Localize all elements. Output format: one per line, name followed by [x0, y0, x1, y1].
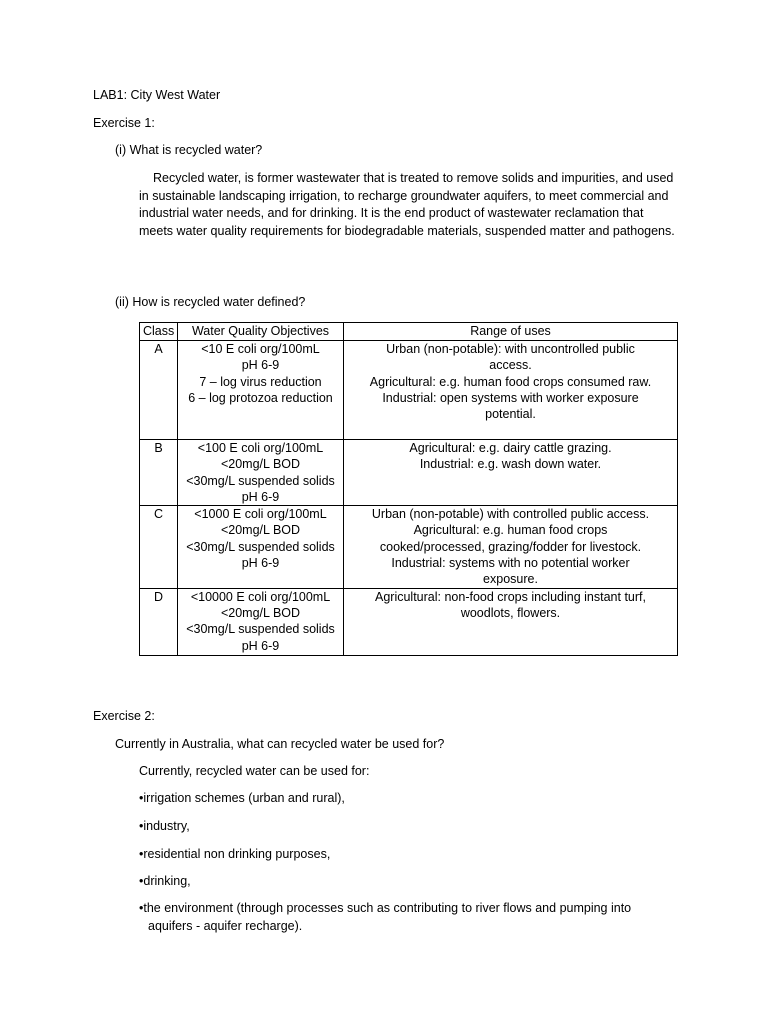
- class-cell: A: [140, 341, 178, 440]
- header-class: Class: [140, 323, 178, 341]
- use-line: Industrial: e.g. wash down water.: [419, 457, 602, 472]
- recycled-water-class-table: [139, 322, 678, 656]
- use-line: potential.: [485, 407, 536, 422]
- objective-line: <30mg/L suspended solids: [186, 473, 335, 488]
- exercise2-intro: Currently, recycled water can be used for:: [139, 764, 370, 778]
- objectives-cell: [178, 588, 344, 655]
- class-cell: D: [140, 588, 178, 655]
- list-item: •irrigation schemes (urban and rural),: [139, 791, 345, 805]
- uses-cell: [344, 588, 678, 655]
- exercise2-heading: Exercise 2:: [93, 709, 155, 723]
- use-line: Agricultural: e.g. dairy cattle grazing.: [409, 441, 612, 455]
- table-row: [140, 588, 678, 655]
- use-line: Agricultural: e.g. human food crops consumed raw.: [369, 374, 652, 389]
- uses-cell: [344, 506, 678, 588]
- lab-title: LAB1: City West Water: [93, 88, 221, 102]
- objective-line: pH 6-9: [241, 489, 280, 504]
- exercise1-heading: Exercise 1:: [93, 116, 155, 130]
- objectives-cell: [178, 506, 344, 588]
- list-item: •residential non drinking purposes,: [139, 847, 331, 861]
- objective-line: 6 – log protozoa reduction: [188, 390, 333, 405]
- table-row: [140, 440, 678, 506]
- objective-line: pH 6-9: [241, 638, 280, 653]
- objective-line: pH 6-9: [241, 556, 280, 571]
- list-item: •drinking,: [139, 874, 191, 888]
- objective-line: <20mg/L BOD: [220, 605, 301, 620]
- objective-line: <10 E coli org/100mL: [201, 342, 320, 356]
- use-line: cooked/processed, grazing/fodder for livestock.: [379, 539, 642, 554]
- uses-cell: [344, 440, 678, 506]
- objective-line: <20mg/L BOD: [220, 523, 301, 538]
- class-cell: C: [140, 506, 178, 588]
- objective-line: <10000 E coli org/100mL: [190, 589, 331, 604]
- use-line: access.: [489, 358, 532, 373]
- list-item-text: •the environment (through processes such as contributing to river flows and pumping into: [139, 901, 632, 915]
- table-header-row: [140, 323, 678, 341]
- objective-line: <30mg/L suspended solids: [186, 539, 335, 554]
- use-line: Industrial: open systems with worker exposure: [382, 390, 639, 405]
- table-row: [140, 341, 678, 440]
- objective-line: <100 E coli org/100mL: [197, 441, 324, 455]
- question-ii: (ii) How is recycled water defined?: [115, 295, 306, 309]
- use-line: Urban (non-potable): with uncontrolled public: [386, 342, 635, 356]
- objectives-cell: [178, 341, 344, 440]
- table-row: [140, 506, 678, 588]
- uses-cell: [344, 341, 678, 440]
- question-i: (i) What is recycled water?: [115, 143, 263, 157]
- use-line: Industrial: systems with no potential worker: [391, 556, 630, 571]
- use-line: Urban (non-potable) with controlled public access.: [371, 507, 650, 522]
- objective-line: pH 6-9: [241, 358, 280, 373]
- objective-line: <1000 E coli org/100mL: [194, 507, 327, 522]
- header-objectives: Water Quality Objectives: [178, 323, 344, 341]
- use-line: woodlots, flowers.: [460, 605, 561, 620]
- use-line: Agricultural: e.g. human food crops: [413, 523, 608, 538]
- use-line: exposure.: [483, 572, 538, 587]
- use-line: Agricultural: non-food crops including instant turf,: [375, 589, 646, 604]
- objective-line: 7 – log virus reduction: [199, 374, 322, 389]
- answer-i-paragraph: Recycled water, is former wastewater that is treated to remove solids and impurities, and used in sustainable landscaping irrigation, to recharge groundwater aquifers, to meet commercial and industrial water needs, and for drinking. It is the end product of wastewater reclamation that meets water quality requirements for biodegradable materials, suspended matter and pathogens.: [139, 171, 675, 238]
- objective-line: <20mg/L BOD: [220, 457, 301, 472]
- exercise2-question: Currently in Australia, what can recycled water be used for?: [115, 737, 445, 751]
- header-uses: Range of uses: [344, 323, 678, 341]
- list-item-continuation: aquifers - aquifer recharge).: [148, 918, 303, 933]
- objective-line: <30mg/L suspended solids: [186, 622, 335, 637]
- class-cell: B: [140, 440, 178, 506]
- list-item: [139, 900, 679, 935]
- objectives-cell: [178, 440, 344, 506]
- list-item: •industry,: [139, 819, 190, 833]
